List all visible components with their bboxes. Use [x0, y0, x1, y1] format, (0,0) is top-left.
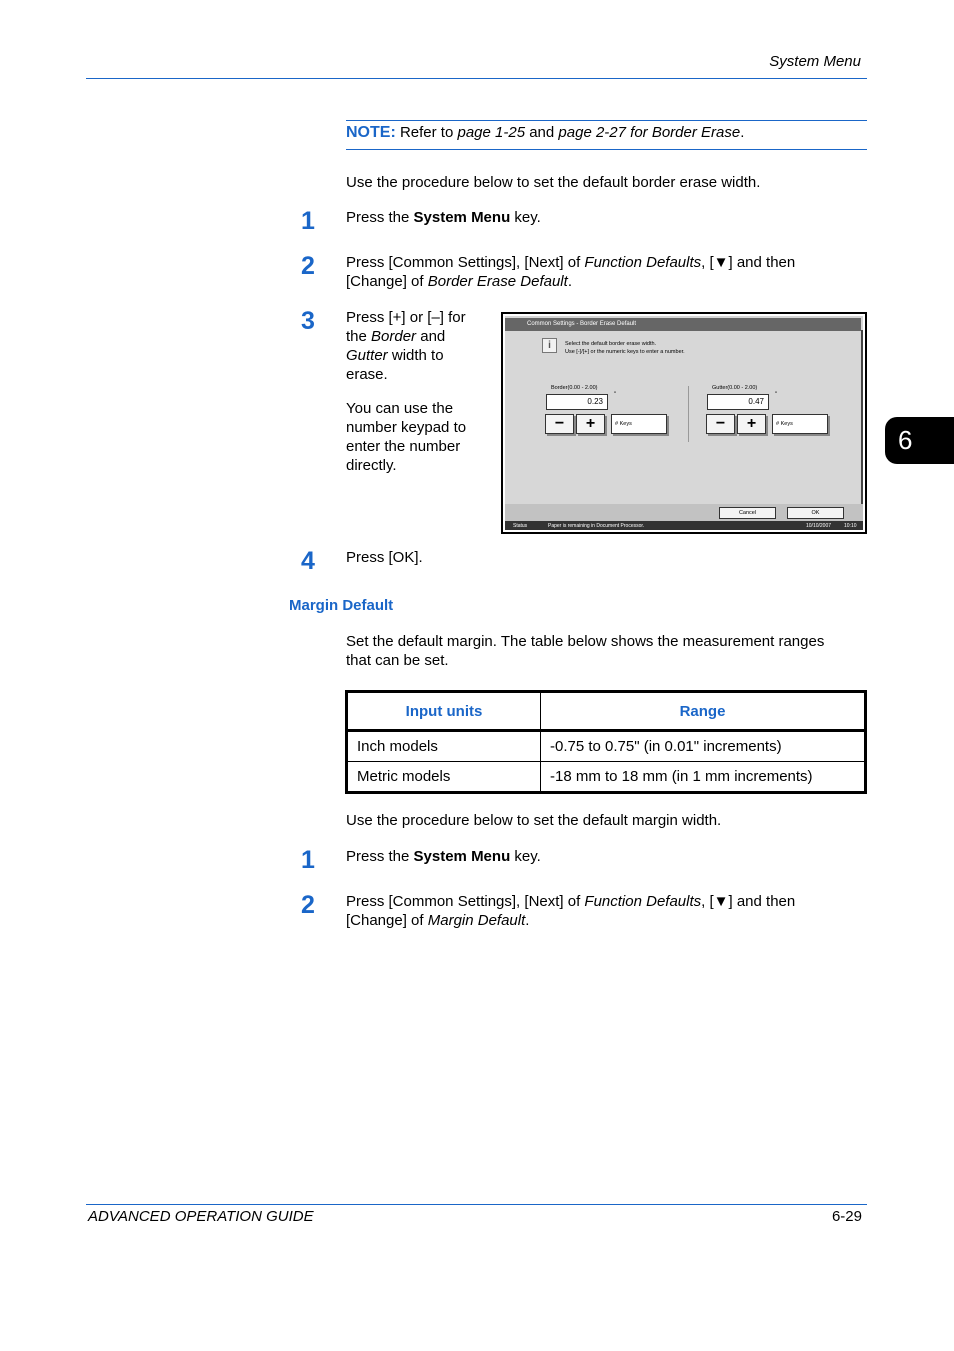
step-number: 1: [301, 846, 315, 874]
note-text-part: and: [525, 124, 559, 141]
step-text-part: width to: [387, 347, 444, 364]
step-text-part: Press [Common Settings], [Next] of: [346, 254, 585, 271]
border-minus-button[interactable]: −: [545, 414, 574, 434]
border-unit-mark: ": [614, 392, 617, 398]
range-table: [345, 690, 867, 794]
step-number: 2: [301, 891, 315, 919]
screen-message-line: Use [-]/[+] or the numeric keys to enter a number.: [565, 349, 685, 355]
table-row: [347, 731, 866, 762]
screen-scrollbar: [861, 330, 863, 504]
step-line: [346, 327, 466, 346]
running-header: System Menu: [769, 53, 861, 70]
note-reference: page 2-27 for Border Erase: [558, 124, 741, 141]
step-number: 3: [301, 307, 315, 335]
step-text-part: Press the: [346, 848, 414, 865]
step-line: enter the number: [346, 438, 461, 455]
step-text-part: , [▼] and then: [701, 254, 796, 271]
gutter-minus-button[interactable]: −: [706, 414, 735, 434]
gutter-unit-mark: ": [775, 392, 778, 398]
screen-title: Common Settings - Border Erase Default: [505, 318, 861, 331]
chapter-tab: 6: [885, 417, 954, 464]
status-button[interactable]: Status: [513, 523, 528, 529]
gutter-range-label: Gutter(0.00 - 2.00): [712, 385, 758, 391]
setting-name: Border: [371, 328, 417, 345]
border-plus-button[interactable]: +: [576, 414, 605, 434]
note-text: [346, 123, 744, 143]
cancel-button[interactable]: Cancel: [719, 507, 776, 519]
step-line: You can use the: [346, 400, 454, 417]
step-text-part: .: [567, 273, 572, 290]
table-header-row: [347, 692, 866, 731]
step-text-part: Press the: [346, 209, 414, 226]
step-text-part: and: [416, 328, 446, 345]
menu-name: Border Erase Default: [427, 273, 568, 290]
table-cell: Metric models: [347, 762, 541, 793]
table-header-cell: Range: [541, 692, 866, 731]
menu-name: Function Defaults: [584, 893, 702, 910]
step-text: [346, 308, 466, 475]
footer-rule: [86, 1204, 867, 1205]
note-label: NOTE:: [346, 124, 396, 141]
step-number: 2: [301, 252, 315, 280]
step-line: number keypad to: [346, 419, 467, 436]
gutter-value-field[interactable]: 0.47: [707, 394, 769, 410]
border-keys-button[interactable]: # Keys: [611, 414, 667, 434]
border-range-label: Border(0.00 - 2.00): [551, 385, 598, 391]
screen-content: [505, 316, 863, 530]
step-text-part: , [▼] and then: [701, 893, 796, 910]
border-value-field[interactable]: 0.23: [546, 394, 608, 410]
step-text: [346, 253, 795, 291]
step-text: [346, 892, 795, 930]
table-cell: -0.75 to 0.75" (in 0.01" increments): [541, 731, 866, 762]
gutter-plus-button[interactable]: +: [737, 414, 766, 434]
intro-line: Set the default margin. The table below shows the measurement ranges: [346, 633, 825, 650]
intro-line: that can be set.: [346, 652, 449, 669]
key-name: System Menu: [413, 848, 511, 865]
step-text-part: key.: [510, 848, 541, 865]
step-text-part: Press [Common Settings], [Next] of: [346, 893, 585, 910]
table-row: [347, 762, 866, 793]
status-time: 10:10: [844, 523, 857, 529]
status-date: 10/10/2007: [806, 523, 832, 529]
setting-name: Gutter: [346, 347, 388, 364]
step-line: directly.: [346, 457, 397, 474]
step-text-part: the: [346, 328, 372, 345]
step-text: Press [OK].: [346, 549, 423, 566]
note-text-part: .: [740, 124, 745, 141]
margin-procedure-intro: Use the procedure below to set the default margin width.: [346, 812, 722, 829]
table-cell: -18 mm to 18 mm (in 1 mm increments): [541, 762, 866, 793]
margin-intro: [346, 632, 824, 670]
status-message: Paper is remaining in Document Processor.: [548, 523, 645, 529]
step-number: 4: [301, 547, 315, 575]
step-text-part: .: [525, 912, 530, 929]
menu-name: Function Defaults: [584, 254, 702, 271]
key-name: System Menu: [413, 209, 511, 226]
footer-guide-title: ADVANCED OPERATION GUIDE: [88, 1208, 314, 1225]
border-erase-intro: Use the procedure below to set the default border erase width.: [346, 174, 761, 191]
page-number: 6-29: [831, 1208, 862, 1225]
screen-message: [565, 340, 685, 356]
note-text-part: Refer to: [395, 124, 458, 141]
step-text: [346, 208, 541, 227]
step-text-part: key.: [510, 209, 541, 226]
table-header-cell: Input units: [347, 692, 541, 731]
step-text-part: [Change] of: [346, 912, 428, 929]
info-icon: i: [542, 338, 557, 353]
step-text-part: [Change] of: [346, 273, 428, 290]
gutter-keys-button[interactable]: # Keys: [772, 414, 828, 434]
screen-divider: [688, 386, 689, 442]
section-heading: Margin Default: [289, 597, 394, 614]
ok-button[interactable]: OK: [787, 507, 844, 519]
step-text: [346, 847, 541, 866]
step-number: 1: [301, 207, 315, 235]
menu-name: Margin Default: [427, 912, 526, 929]
note-reference: page 1-25: [457, 124, 526, 141]
screen-message-line: Select the default border erase width.: [565, 341, 657, 347]
step-line: [346, 346, 466, 365]
header-rule: [86, 78, 867, 79]
step-line: erase.: [346, 366, 388, 383]
status-bar: [505, 521, 863, 530]
border-erase-screen: [501, 312, 867, 534]
table-cell: Inch models: [347, 731, 541, 762]
step-line: Press [+] or [–] for: [346, 309, 466, 326]
